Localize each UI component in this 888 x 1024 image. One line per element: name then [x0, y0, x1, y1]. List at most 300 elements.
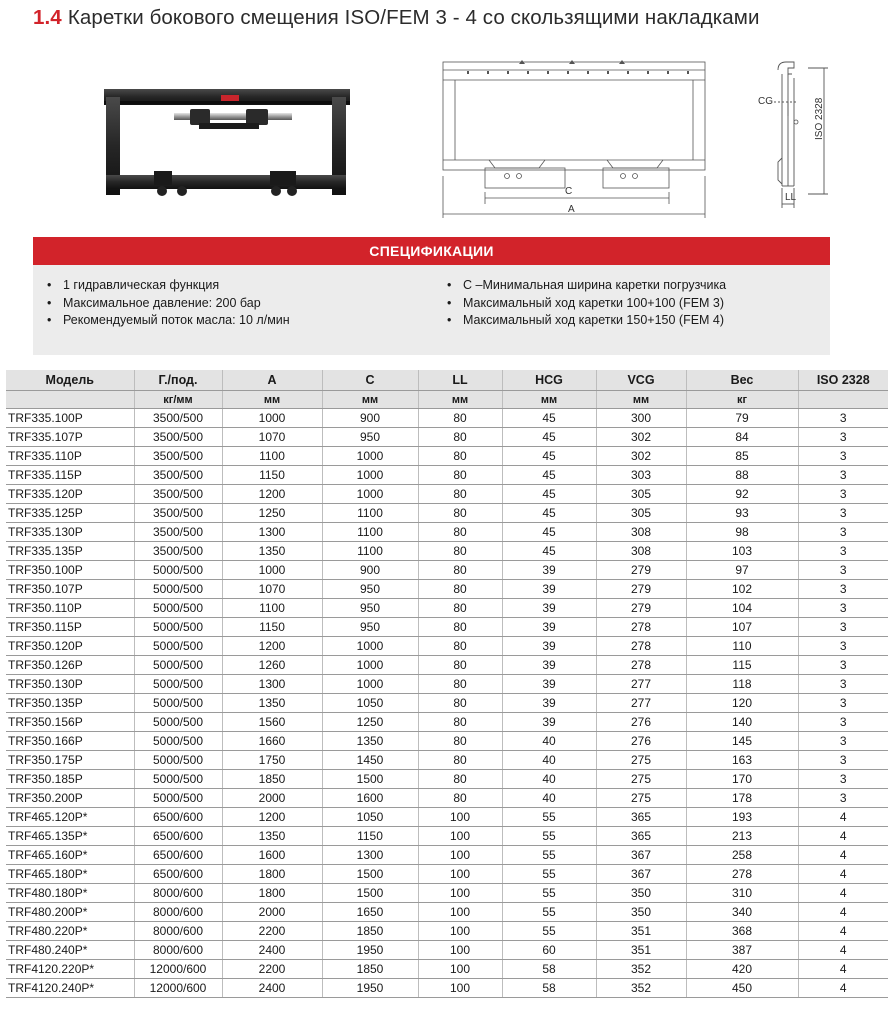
table-cell: 5000/500	[134, 732, 222, 751]
table-cell: 80	[418, 675, 502, 694]
table-cell: 1800	[222, 884, 322, 903]
table-cell: 3	[798, 694, 888, 713]
table-cell: 278	[686, 865, 798, 884]
table-cell: 170	[686, 770, 798, 789]
table-row	[6, 789, 888, 808]
table-cell: 80	[418, 561, 502, 580]
table-cell: 1850	[222, 770, 322, 789]
table-cell: 1800	[222, 865, 322, 884]
spec-item: • Максимальное давление: 200 бар	[47, 295, 290, 313]
table-cell: 100	[418, 960, 502, 979]
table-cell: 1500	[322, 884, 418, 903]
table-cell: 118	[686, 675, 798, 694]
table-row	[6, 713, 888, 732]
table-cell: 4	[798, 865, 888, 884]
table-cell: 5000/500	[134, 656, 222, 675]
table-cell: 350	[596, 903, 686, 922]
table-cell: 3	[798, 485, 888, 504]
table-cell: 40	[502, 732, 596, 751]
table-cell: 58	[502, 979, 596, 998]
model-cell: TRF480.180P*	[6, 884, 134, 903]
column-unit: мм	[222, 391, 322, 409]
table-cell: 8000/600	[134, 922, 222, 941]
table-cell: 351	[596, 941, 686, 960]
table-cell: 60	[502, 941, 596, 960]
model-cell: TRF335.107P	[6, 428, 134, 447]
column-unit: мм	[418, 391, 502, 409]
model-cell: TRF350.166P	[6, 732, 134, 751]
table-cell: 1200	[222, 808, 322, 827]
table-cell: 367	[596, 846, 686, 865]
table-cell: 1600	[222, 846, 322, 865]
table-cell: 1950	[322, 979, 418, 998]
model-cell: TRF350.115P	[6, 618, 134, 637]
dimension-a-label: A	[568, 204, 575, 215]
table-cell: 1100	[222, 447, 322, 466]
table-cell: 100	[418, 808, 502, 827]
column-header: Вес	[686, 370, 798, 391]
table-cell: 39	[502, 580, 596, 599]
table-cell: 120	[686, 694, 798, 713]
table-cell: 276	[596, 732, 686, 751]
table-cell: 1250	[222, 504, 322, 523]
table-cell: 80	[418, 770, 502, 789]
model-cell: TRF350.110P	[6, 599, 134, 618]
table-cell: 163	[686, 751, 798, 770]
spec-item: • Максимальный ход каретки 150+150 (FEM 4)	[447, 312, 726, 330]
table-cell: 102	[686, 580, 798, 599]
table-cell: 258	[686, 846, 798, 865]
table-cell: 450	[686, 979, 798, 998]
table-cell: 365	[596, 827, 686, 846]
table-cell: 45	[502, 485, 596, 504]
table-row	[6, 903, 888, 922]
table-row	[6, 599, 888, 618]
table-row	[6, 637, 888, 656]
table-cell: 1650	[322, 903, 418, 922]
table-cell: 80	[418, 447, 502, 466]
column-unit: кг/мм	[134, 391, 222, 409]
model-cell: TRF350.175P	[6, 751, 134, 770]
table-cell: 2400	[222, 979, 322, 998]
table-cell: 277	[596, 675, 686, 694]
table-row	[6, 428, 888, 447]
table-row	[6, 561, 888, 580]
column-unit: мм	[322, 391, 418, 409]
column-unit: мм	[596, 391, 686, 409]
model-cell: TRF350.135P	[6, 694, 134, 713]
table-cell: 45	[502, 447, 596, 466]
table-cell: 1000	[222, 409, 322, 428]
table-cell: 3500/500	[134, 485, 222, 504]
table-cell: 3	[798, 770, 888, 789]
table-cell: 3	[798, 409, 888, 428]
column-header: A	[222, 370, 322, 391]
table-cell: 58	[502, 960, 596, 979]
table-cell: 3	[798, 789, 888, 808]
table-cell: 40	[502, 789, 596, 808]
table-cell: 1660	[222, 732, 322, 751]
table-cell: 3	[798, 466, 888, 485]
table-cell: 80	[418, 542, 502, 561]
table-cell: 3	[798, 618, 888, 637]
table-cell: 3	[798, 599, 888, 618]
table-cell: 1850	[322, 960, 418, 979]
table-cell: 5000/500	[134, 637, 222, 656]
table-row	[6, 808, 888, 827]
table-cell: 1850	[322, 922, 418, 941]
table-cell: 8000/600	[134, 903, 222, 922]
model-cell: TRF4120.240P*	[6, 979, 134, 998]
table-cell: 5000/500	[134, 770, 222, 789]
table-cell: 55	[502, 808, 596, 827]
table-cell: 92	[686, 485, 798, 504]
table-cell: 1050	[322, 808, 418, 827]
column-header: HCG	[502, 370, 596, 391]
specs-list-right	[447, 277, 726, 330]
table-cell: 1750	[222, 751, 322, 770]
table-cell: 39	[502, 637, 596, 656]
table-cell: 98	[686, 523, 798, 542]
model-cell: TRF465.180P*	[6, 865, 134, 884]
table-cell: 3500/500	[134, 523, 222, 542]
table-cell: 3500/500	[134, 447, 222, 466]
table-cell: 3	[798, 751, 888, 770]
table-cell: 80	[418, 409, 502, 428]
table-cell: 365	[596, 808, 686, 827]
table-cell: 39	[502, 599, 596, 618]
table-cell: 4	[798, 827, 888, 846]
table-cell: 278	[596, 656, 686, 675]
table-cell: 80	[418, 523, 502, 542]
table-cell: 3500/500	[134, 542, 222, 561]
table-cell: 2000	[222, 903, 322, 922]
table-cell: 100	[418, 922, 502, 941]
table-cell: 1100	[322, 523, 418, 542]
table-cell: 2200	[222, 960, 322, 979]
table-cell: 1300	[222, 523, 322, 542]
table-cell: 80	[418, 580, 502, 599]
table-cell: 178	[686, 789, 798, 808]
table-cell: 1000	[222, 561, 322, 580]
table-cell: 45	[502, 523, 596, 542]
ll-label: LL	[785, 192, 797, 203]
column-unit	[6, 391, 134, 409]
table-cell: 3500/500	[134, 466, 222, 485]
table-cell: 39	[502, 713, 596, 732]
model-cell: TRF480.220P*	[6, 922, 134, 941]
table-row	[6, 618, 888, 637]
model-cell: TRF335.120P	[6, 485, 134, 504]
table-cell: 300	[596, 409, 686, 428]
table-cell: 4	[798, 979, 888, 998]
table-cell: 12000/600	[134, 979, 222, 998]
table-cell: 55	[502, 884, 596, 903]
table-cell: 100	[418, 979, 502, 998]
table-cell: 900	[322, 409, 418, 428]
table-cell: 45	[502, 409, 596, 428]
table-cell: 100	[418, 846, 502, 865]
table-cell: 302	[596, 428, 686, 447]
table-cell: 45	[502, 542, 596, 561]
table-row	[6, 542, 888, 561]
table-cell: 1350	[222, 694, 322, 713]
table-cell: 4	[798, 808, 888, 827]
table-cell: 103	[686, 542, 798, 561]
column-header: Модель	[6, 370, 134, 391]
table-cell: 6500/600	[134, 808, 222, 827]
table-cell: 80	[418, 656, 502, 675]
table-cell: 80	[418, 751, 502, 770]
table-cell: 110	[686, 637, 798, 656]
table-row	[6, 884, 888, 903]
table-cell: 6500/600	[134, 827, 222, 846]
table-row	[6, 846, 888, 865]
table-cell: 80	[418, 637, 502, 656]
table-cell: 308	[596, 542, 686, 561]
table-cell: 80	[418, 485, 502, 504]
table-cell: 40	[502, 751, 596, 770]
specs-box	[33, 265, 830, 355]
table-cell: 3	[798, 732, 888, 751]
table-cell: 1450	[322, 751, 418, 770]
table-cell: 5000/500	[134, 789, 222, 808]
table-cell: 5000/500	[134, 694, 222, 713]
spec-item: • Рекомендуемый поток масла: 10 л/мин	[47, 312, 290, 330]
table-cell: 1200	[222, 485, 322, 504]
table-cell: 278	[596, 637, 686, 656]
table-cell: 3500/500	[134, 428, 222, 447]
column-unit	[798, 391, 888, 409]
product-photo	[104, 87, 350, 205]
table-cell: 55	[502, 865, 596, 884]
table-cell: 1100	[222, 599, 322, 618]
table-cell: 5000/500	[134, 618, 222, 637]
spec-item: • Максимальный ход каретки 100+100 (FEM 3)	[447, 295, 726, 313]
table-cell: 6500/600	[134, 865, 222, 884]
table-cell: 1950	[322, 941, 418, 960]
table-cell: 950	[322, 580, 418, 599]
table-cell: 2400	[222, 941, 322, 960]
table-row	[6, 675, 888, 694]
table-cell: 900	[322, 561, 418, 580]
table-cell: 1000	[322, 675, 418, 694]
table-cell: 80	[418, 466, 502, 485]
table-cell: 1070	[222, 580, 322, 599]
table-cell: 275	[596, 789, 686, 808]
table-cell: 3	[798, 542, 888, 561]
table-row	[6, 941, 888, 960]
table-cell: 279	[596, 580, 686, 599]
model-cell: TRF350.100P	[6, 561, 134, 580]
column-header: C	[322, 370, 418, 391]
cg-label: CG	[758, 96, 773, 107]
table-cell: 3500/500	[134, 409, 222, 428]
table-row	[6, 751, 888, 770]
table-cell: 5000/500	[134, 675, 222, 694]
table-cell: 55	[502, 846, 596, 865]
model-cell: TRF465.135P*	[6, 827, 134, 846]
table-cell: 39	[502, 694, 596, 713]
table-cell: 80	[418, 618, 502, 637]
table-cell: 45	[502, 428, 596, 447]
table-cell: 80	[418, 694, 502, 713]
spec-item: • C –Минимальная ширина каретки погрузчика	[447, 277, 726, 295]
table-cell: 368	[686, 922, 798, 941]
section-title: Каретки бокового смещения ISO/FEM 3 - 4 со скользящими накладками	[67, 6, 760, 29]
table-cell: 1600	[322, 789, 418, 808]
table-cell: 1000	[322, 637, 418, 656]
table-cell: 275	[596, 751, 686, 770]
model-cell: TRF480.200P*	[6, 903, 134, 922]
table-cell: 950	[322, 428, 418, 447]
model-cell: TRF4120.220P*	[6, 960, 134, 979]
table-cell: 5000/500	[134, 599, 222, 618]
table-cell: 3	[798, 713, 888, 732]
table-cell: 305	[596, 504, 686, 523]
table-cell: 1050	[322, 694, 418, 713]
table-cell: 1150	[222, 466, 322, 485]
table-cell: 39	[502, 675, 596, 694]
table-body	[6, 409, 888, 998]
table-cell: 1100	[322, 542, 418, 561]
model-cell: TRF335.110P	[6, 447, 134, 466]
table-row	[6, 865, 888, 884]
column-header: Г./под.	[134, 370, 222, 391]
table-cell: 100	[418, 865, 502, 884]
front-view-drawing	[437, 58, 712, 220]
table-cell: 1350	[222, 827, 322, 846]
table-cell: 45	[502, 466, 596, 485]
table-cell: 1350	[322, 732, 418, 751]
table-cell: 4	[798, 941, 888, 960]
table-cell: 5000/500	[134, 713, 222, 732]
table-cell: 100	[418, 884, 502, 903]
table-cell: 5000/500	[134, 751, 222, 770]
table-cell: 4	[798, 960, 888, 979]
table-row	[6, 770, 888, 789]
table-cell: 193	[686, 808, 798, 827]
table-cell: 950	[322, 618, 418, 637]
table-cell: 8000/600	[134, 884, 222, 903]
table-cell: 80	[418, 789, 502, 808]
table-row	[6, 447, 888, 466]
table-cell: 1070	[222, 428, 322, 447]
table-cell: 93	[686, 504, 798, 523]
table-cell: 3	[798, 656, 888, 675]
table-cell: 1260	[222, 656, 322, 675]
table-cell: 107	[686, 618, 798, 637]
model-cell: TRF335.135P	[6, 542, 134, 561]
table-cell: 39	[502, 561, 596, 580]
model-cell: TRF465.120P*	[6, 808, 134, 827]
table-cell: 3	[798, 637, 888, 656]
table-cell: 310	[686, 884, 798, 903]
table-cell: 1500	[322, 865, 418, 884]
section-number: 1.4	[33, 6, 62, 29]
model-cell: TRF350.200P	[6, 789, 134, 808]
table-cell: 1000	[322, 485, 418, 504]
table-cell: 2000	[222, 789, 322, 808]
table-cell: 3	[798, 447, 888, 466]
table-cell: 80	[418, 504, 502, 523]
dimension-c-label: C	[565, 186, 573, 197]
table-cell: 4	[798, 903, 888, 922]
table-cell: 278	[596, 618, 686, 637]
table-units-row	[6, 391, 888, 409]
model-cell: TRF335.130P	[6, 523, 134, 542]
table-row	[6, 523, 888, 542]
table-row	[6, 979, 888, 998]
table-cell: 100	[418, 903, 502, 922]
table-cell: 5000/500	[134, 561, 222, 580]
table-cell: 3	[798, 504, 888, 523]
table-cell: 3	[798, 580, 888, 599]
table-cell: 1100	[322, 504, 418, 523]
table-cell: 6500/600	[134, 846, 222, 865]
column-unit: мм	[502, 391, 596, 409]
table-cell: 1000	[322, 656, 418, 675]
table-cell: 115	[686, 656, 798, 675]
table-cell: 145	[686, 732, 798, 751]
table-header-row	[6, 370, 888, 391]
table-cell: 352	[596, 960, 686, 979]
table-cell: 3	[798, 675, 888, 694]
model-cell: TRF350.126P	[6, 656, 134, 675]
table-cell: 302	[596, 447, 686, 466]
table-cell: 277	[596, 694, 686, 713]
table-cell: 367	[596, 865, 686, 884]
model-cell: TRF335.100P	[6, 409, 134, 428]
table-cell: 1000	[322, 447, 418, 466]
table-cell: 3	[798, 523, 888, 542]
table-cell: 279	[596, 561, 686, 580]
table-row	[6, 922, 888, 941]
table-row	[6, 466, 888, 485]
side-view-drawing	[752, 58, 842, 216]
table-cell: 279	[596, 599, 686, 618]
table-cell: 39	[502, 656, 596, 675]
table-cell: 2200	[222, 922, 322, 941]
table-cell: 275	[596, 770, 686, 789]
table-cell: 85	[686, 447, 798, 466]
table-row	[6, 694, 888, 713]
model-cell: TRF465.160P*	[6, 846, 134, 865]
column-header: VCG	[596, 370, 686, 391]
model-cell: TRF350.120P	[6, 637, 134, 656]
model-cell: TRF350.107P	[6, 580, 134, 599]
model-cell: TRF350.130P	[6, 675, 134, 694]
specs-list-left	[47, 277, 290, 330]
table-cell: 213	[686, 827, 798, 846]
table-cell: 1350	[222, 542, 322, 561]
table-cell: 4	[798, 884, 888, 903]
table-cell: 80	[418, 713, 502, 732]
table-row	[6, 827, 888, 846]
table-cell: 97	[686, 561, 798, 580]
table-cell: 3	[798, 428, 888, 447]
table-cell: 276	[596, 713, 686, 732]
table-cell: 39	[502, 618, 596, 637]
table-cell: 80	[418, 599, 502, 618]
model-cell: TRF350.185P	[6, 770, 134, 789]
table-cell: 1200	[222, 637, 322, 656]
table-cell: 420	[686, 960, 798, 979]
table-cell: 352	[596, 979, 686, 998]
table-cell: 1500	[322, 770, 418, 789]
column-header: LL	[418, 370, 502, 391]
table-cell: 1300	[222, 675, 322, 694]
